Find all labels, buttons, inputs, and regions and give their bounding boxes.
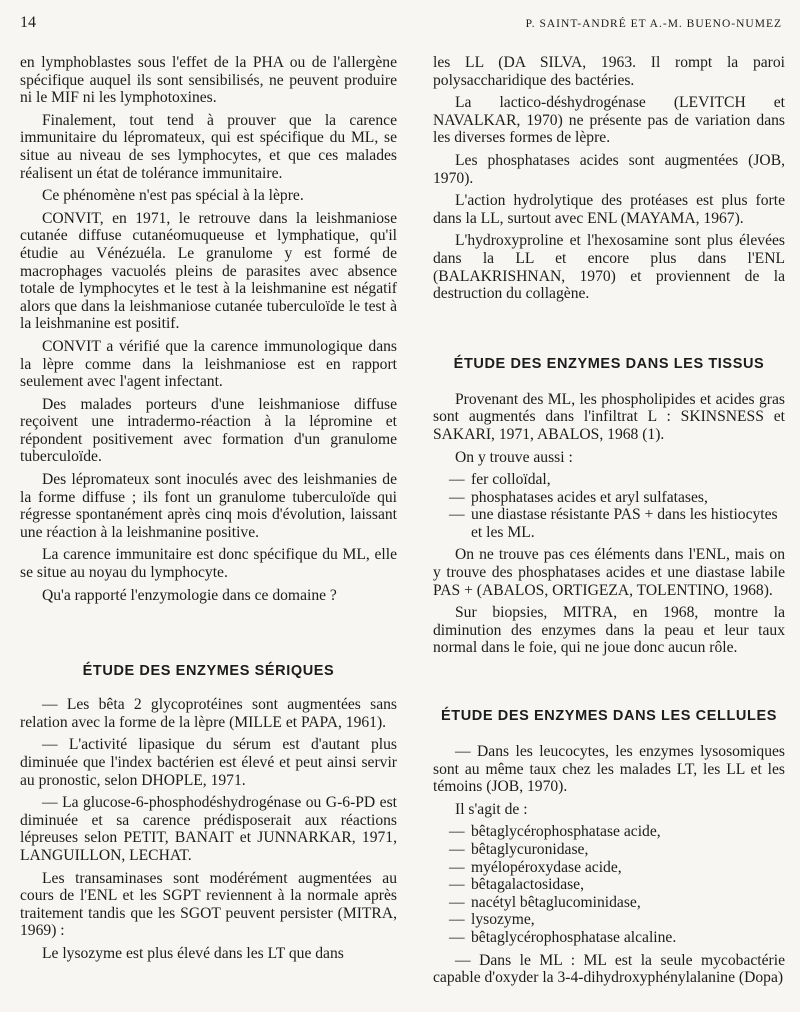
paragraph: CONVIT a vérifié que la carence immunologique dans la lèpre comme dans la leishmaniose est en rapport seulement avec l'agent infectant.: [20, 337, 397, 391]
list-item: — bêtaglycérophosphatase alcaline.: [449, 928, 677, 946]
list-item: — fer colloïdal,: [449, 471, 551, 489]
paragraph: — Les bêta 2 glycoprotéines sont augmentées sans relation avec la forme de la lèpre (MILLE et PAPA, 1961).: [20, 696, 397, 731]
paragraph: Les transaminases sont modérément augmentées au cours de l'ENL et les SGPT reviennent à la normale après traitement tandis que les SGOT peuvent persister (MITRA, 1969) :: [20, 869, 397, 940]
running-head: P. SAINT-ANDRÉ ET A.-M. BUENO-NUMEZ: [525, 18, 782, 30]
paragraph: — L'activité lipasique du sérum est d'autant plus diminuée que l'index bactérien est élevé et peut ainsi servir au pronostic, selon DHOPLE, 1971.: [20, 736, 397, 789]
paragraph: en lymphoblastes sous l'effet de la PHA ou de l'allergène spécifique auquel ils sont sensibilisés, ne peuvent produire ni le MIF ni les lymphotoxines.: [20, 54, 397, 107]
list-item: — bêtagalactosidase,: [449, 876, 585, 894]
list-item: — lysozyme,: [449, 911, 535, 929]
paragraph: — Dans les leucocytes, les enzymes lysosomiques sont au même taux chez les malades LT, les LL et les témoins (JOB, 1970).: [433, 743, 785, 796]
list-item: — bêtaglycuronidase,: [449, 841, 589, 858]
list-item: — phosphatases acides et aryl sulfatases,: [449, 488, 708, 506]
left-column: [20, 54, 397, 968]
right-column: [433, 54, 785, 992]
paragraph: On ne trouve pas ces éléments dans l'ENL, mais on y trouve des phosphatases acides et une diastase labile PAS + (ABALOS, ORTIGEZA, TOLENTINO, 1968).: [433, 546, 785, 599]
paragraph: Ce phénomène n'est pas spécial à la lèpre.: [42, 187, 304, 205]
paragraph: Il s'agit de :: [455, 800, 528, 818]
paragraph: Des malades porteurs d'une leishmaniose diffuse reçoivent une intradermo-réaction à la lépromine et répondent positivement avec formation d'un granulome tuberculoïde.: [20, 395, 397, 466]
section-heading-serum: ÉTUDE DES ENZYMES SÉRIQUES: [82, 663, 335, 680]
paragraph: Provenant des ML, les phospholipides et acides gras sont augmentés dans l'infiltrat L : SKINSNESS et SAKARI, 1971, ABALOS, 1968 (1).: [433, 390, 785, 443]
paragraph: L'action hydrolytique des protéases est plus forte dans la LL, surtout avec ENL (MAYAMA, 1967).: [433, 192, 785, 227]
list-item: — une diastase résistante PAS + dans les histiocytes et les ML.: [449, 506, 778, 541]
paragraph: La carence immunitaire est donc spécifique du ML, elle se situe au noyau du lymphocyte.: [20, 546, 397, 582]
paragraph: Finalement, tout tend à prouver que la carence immunitaire du lépromateux, qui est spécifique du ML, se situe au niveau de ses lymphocytes, et que ces malades réalisent un état de tolérance immunitaire.: [20, 111, 397, 182]
list-item: — nacétyl bêtaglucominidase,: [449, 893, 641, 911]
page-number: 14: [20, 14, 36, 31]
paragraph: Sur biopsies, MITRA, en 1968, montre la diminution des enzymes dans la peau et leur taux normal dans le foie, qui ne joue donc aucun rôle.: [433, 604, 785, 657]
section-heading-tissues: ÉTUDE DES ENZYMES DANS LES TISSUS: [453, 355, 765, 372]
paragraph: Les phosphatases acides sont augmentées (JOB, 1970).: [433, 151, 785, 187]
paragraph: CONVIT, en 1971, le retrouve dans la leishmaniose cutanée diffuse cutanéomuqueuse et lymphatique, qu'il étudie au Vénézuéla. Le granulome y est formé de macrophages vacuolés pleins de parasites avec absence totale de lymphocytes et le test à la leishmanine est négatif alors que dans la leishmaniose cutanée tuberculoïde le test à la leishmanine est positif.: [20, 209, 397, 333]
paragraph: On y trouve aussi :: [455, 448, 573, 466]
paragraph: La lactico-déshydrogénase (LEVITCH et NAVALKAR, 1970) ne présente pas de variation dans les diverses formes de lèpre.: [433, 94, 785, 147]
paragraph: Des lépromateux sont inoculés avec des leishmanies de la forme diffuse ; ils font un granulome tuberculoïde qui régresse spontanément après cinq mois d'évolution, laissant une réaction à la leishmanine positive.: [20, 471, 397, 541]
list-item: — bêtaglycérophosphatase acide,: [449, 823, 661, 841]
paragraph: L'hydroxyproline et l'hexosamine sont plus élevées dans la LL et encore plus dans l'ENL (BALAKRISHNAN, 1970) et proviennent de la destruction du collagène.: [433, 232, 785, 303]
paragraph: Le lysozyme est plus élevé dans les LT que dans: [42, 944, 344, 962]
paragraph: Qu'a rapporté l'enzymologie dans ce domaine ?: [42, 586, 337, 604]
paragraph: — Dans le ML : ML est la seule mycobactérie capable d'oxyder la 3-4-dihydroxyphénylalanine (Dopa): [433, 951, 785, 987]
page-header: [0, 0, 800, 40]
paragraph: les LL (DA SILVA, 1963. Il rompt la paroi polysaccharidique des bactéries.: [433, 54, 785, 89]
tissue-list: [433, 471, 785, 541]
cell-enzyme-list: [433, 823, 785, 946]
list-item: — myélopéroxydase acide,: [449, 858, 622, 876]
section-heading-cells: ÉTUDE DES ENZYMES DANS LES CELLULES: [440, 708, 777, 725]
paragraph: — La glucose-6-phosphodéshydrogénase ou G-6-PD est diminuée et sa carence prédisposerait aux réactions lépreuses selon PETIT, BANAIT et JUNNARKAR, 1971, LANGUILLON, LECHAT.: [20, 794, 397, 864]
